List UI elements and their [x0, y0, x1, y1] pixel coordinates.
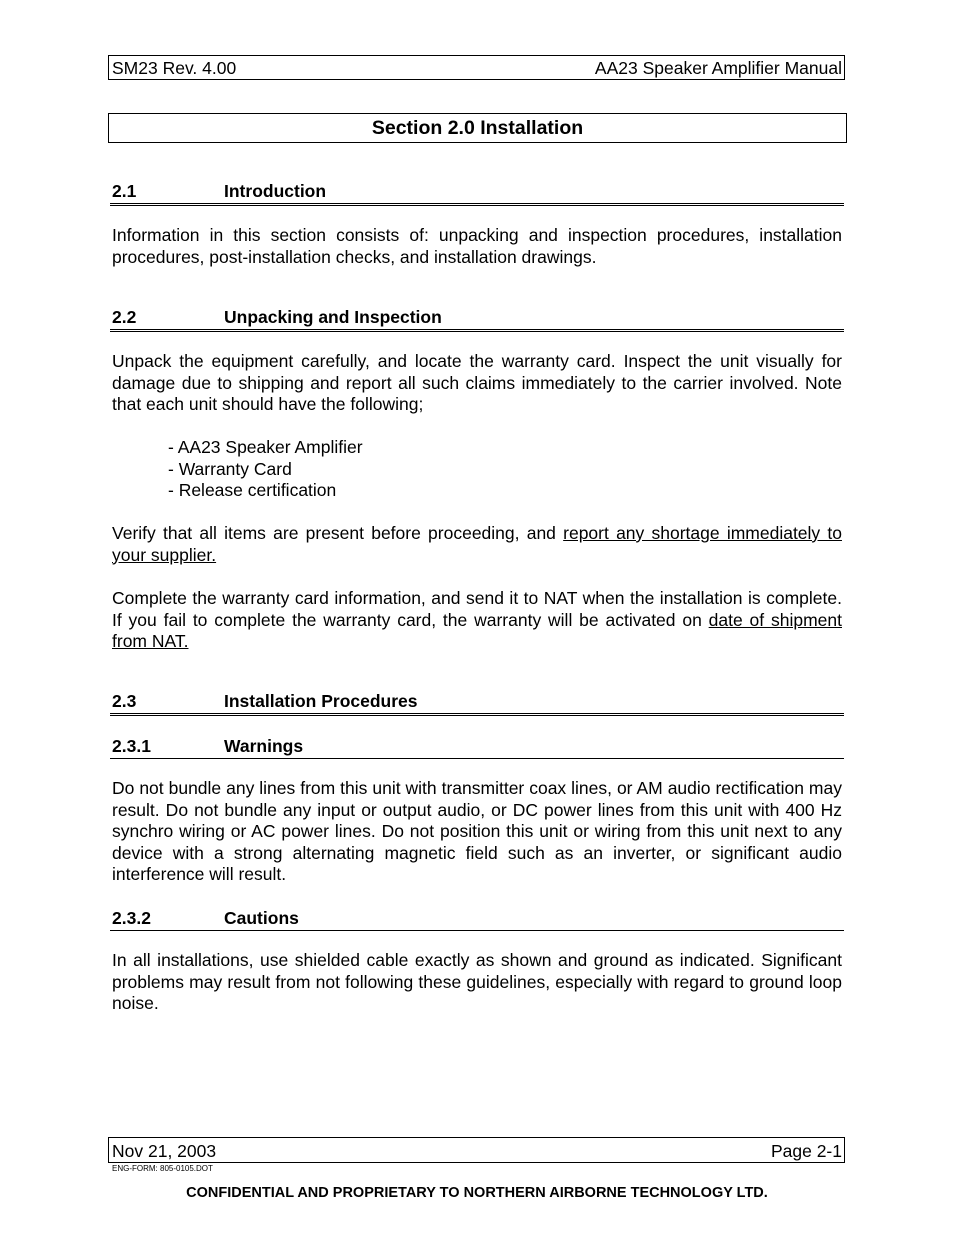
- verify-underlined-text: report any shortage immediately to your supplier.: [112, 523, 842, 565]
- heading-rule: [110, 203, 844, 206]
- list-item: - Warranty Card: [168, 458, 292, 479]
- document-revision: SM23 Rev. 4.00: [112, 58, 237, 78]
- revision-date: Nov 21, 2003: [112, 1141, 217, 1161]
- intro-paragraph: Information in this section consists of: unpacking and inspection procedures, installation procedures, post-installation checks, and installation drawings.: [112, 225, 842, 267]
- heading-title: Warnings: [224, 736, 304, 756]
- heading-number: 2.3.1: [112, 736, 151, 756]
- list-item: - AA23 Speaker Amplifier: [168, 437, 363, 457]
- form-id: ENG-FORM: 805-0105.DOT: [112, 1164, 213, 1173]
- unpacking-paragraph: Unpack the equipment carefully, and locate the warranty card. Inspect the unit visually for damage due to shipping and report all such claims immediately to the carrier involved. Note that each unit should have the following;: [112, 351, 842, 414]
- page-number: Page 2-1: [770, 1141, 842, 1161]
- warranty-underlined-text: date of shipment from NAT.: [112, 609, 842, 651]
- heading-title: Introduction: [224, 181, 327, 201]
- verify-text: Verify that all items are present before proceeding, and: [112, 523, 564, 543]
- warnings-paragraph: Do not bundle any lines from this unit with transmitter coax lines, or AM audio rectification may result. Do not bundle any input or output audio, or DC power lines from this unit with 400 Hz synchro wiring or AC power lines. Do not position this unit or wiring from this unit next to any device with a strong alternating magnetic field such as an inverter, or significant audio interference will result.: [112, 778, 842, 884]
- verify-paragraph: [112, 523, 842, 566]
- heading-rule: [110, 713, 844, 716]
- warranty-text: Complete the warranty card information, and send it to NAT when the installation is complete. If you fail to complete the warranty card, the warranty will be activated on: [112, 588, 842, 630]
- heading-number: 2.2: [112, 307, 137, 327]
- package-contents-list: [168, 437, 363, 502]
- warranty-paragraph: [112, 588, 842, 653]
- page-footer-box: [108, 1137, 845, 1163]
- list-item: - Release certification: [168, 480, 337, 500]
- confidentiality-notice: CONFIDENTIAL AND PROPRIETARY TO NORTHERN AIRBORNE TECHNOLOGY LTD.: [186, 1185, 768, 1201]
- heading-number: 2.3.2: [112, 908, 151, 928]
- heading-title: Unpacking and Inspection: [224, 307, 442, 327]
- section-title: Section 2.0 Installation: [108, 113, 847, 143]
- heading-rule: [110, 758, 844, 759]
- heading-title: Cautions: [224, 908, 299, 928]
- heading-number: 2.3: [112, 691, 137, 711]
- manual-title: AA23 Speaker Amplifier Manual: [594, 58, 842, 78]
- cautions-paragraph: In all installations, use shielded cable exactly as shown and ground as indicated. Significant problems may result from not following these guidelines, especially with regard to ground loop noise.: [112, 950, 842, 1013]
- heading-rule: [110, 329, 844, 332]
- heading-number: 2.1: [112, 181, 137, 201]
- heading-rule: [110, 930, 844, 931]
- heading-title: Installation Procedures: [224, 691, 418, 711]
